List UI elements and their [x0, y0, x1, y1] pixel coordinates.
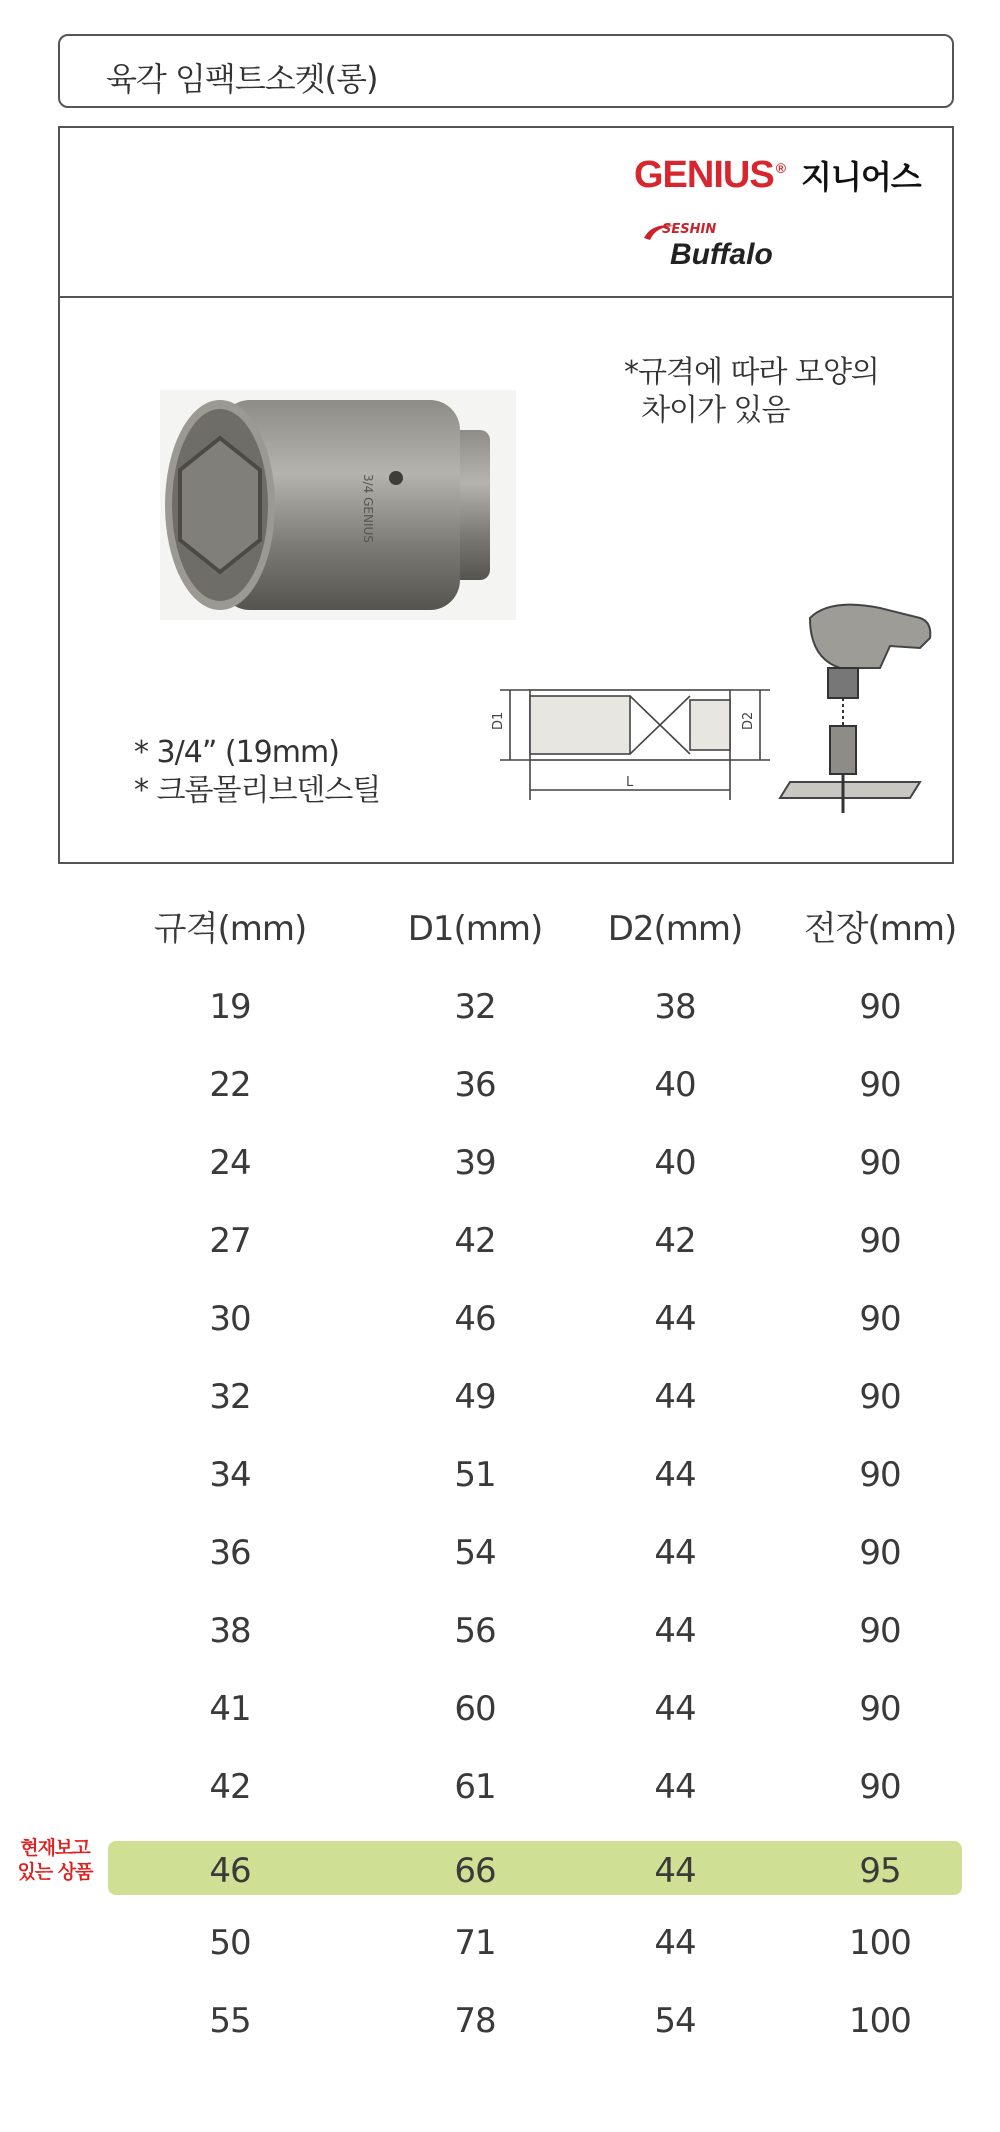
cell-d2: 54 — [654, 2001, 696, 2041]
cell-length: 90 — [859, 1299, 901, 1339]
cell-d1: 78 — [454, 2001, 496, 2041]
cell-size: 24 — [209, 1143, 251, 1183]
genius-logo: GENIUS ® — [634, 153, 786, 196]
cell-size: 22 — [209, 1065, 251, 1105]
table-row — [100, 1514, 960, 1592]
cell-size: 55 — [209, 2001, 251, 2041]
d1-label: D1 — [491, 711, 506, 730]
cell-d1: 42 — [454, 1221, 496, 1261]
cell-d2: 44 — [654, 1455, 696, 1495]
genius-brand — [634, 152, 921, 198]
cell-d1: 51 — [454, 1455, 496, 1495]
buffalo-logo-text: Buffalo — [670, 238, 773, 271]
product-info-panel — [58, 126, 954, 864]
cell-length: 90 — [859, 1377, 901, 1417]
cell-d1: 71 — [454, 1923, 496, 1963]
cell-size: 38 — [209, 1611, 251, 1651]
cell-length: 100 — [849, 1923, 911, 1963]
cell-size: 30 — [209, 1299, 251, 1339]
cell-size: 41 — [209, 1689, 251, 1729]
cell-length: 95 — [859, 1851, 901, 1891]
cell-size: 27 — [209, 1221, 251, 1261]
cell-d1: 32 — [454, 987, 496, 1027]
table-row — [100, 1046, 960, 1124]
cell-length: 90 — [859, 1533, 901, 1573]
d2-label: D2 — [741, 711, 756, 730]
seshin-buffalo-logo — [634, 216, 834, 286]
header-d1: D1(mm) — [407, 909, 543, 949]
table-row — [100, 1358, 960, 1436]
cell-size: 50 — [209, 1923, 251, 1963]
cell-size: 34 — [209, 1455, 251, 1495]
table-row — [100, 1982, 960, 2060]
cell-d2: 42 — [654, 1221, 696, 1261]
cell-d1: 49 — [454, 1377, 496, 1417]
cell-length: 90 — [859, 1611, 901, 1651]
genius-korean-name: 지니어스 — [801, 158, 921, 196]
cell-d2: 38 — [654, 987, 696, 1027]
cell-size: 19 — [209, 987, 251, 1027]
cell-size: 42 — [209, 1767, 251, 1807]
seshin-logo-text: SESHIN — [662, 222, 717, 237]
cell-d2: 44 — [654, 1923, 696, 1963]
cell-d2: 44 — [654, 1299, 696, 1339]
header-length: 전장(mm) — [803, 909, 957, 949]
l-label: L — [626, 775, 634, 790]
table-row — [100, 1592, 960, 1670]
cell-size: 32 — [209, 1377, 251, 1417]
cell-length: 90 — [859, 1767, 901, 1807]
cell-length: 90 — [859, 1455, 901, 1495]
cell-d2: 44 — [654, 1533, 696, 1573]
cell-length: 100 — [849, 2001, 911, 2041]
cell-d2: 44 — [654, 1689, 696, 1729]
cell-d2: 44 — [654, 1767, 696, 1807]
table-row — [100, 1280, 960, 1358]
cell-length: 90 — [859, 987, 901, 1027]
cell-d1: 56 — [454, 1611, 496, 1651]
cell-d1: 36 — [454, 1065, 496, 1105]
table-row — [100, 1748, 960, 1826]
cell-length: 90 — [859, 1065, 901, 1105]
spec-notes — [134, 734, 380, 810]
size-spec: * 3/4” (19mm) — [134, 735, 339, 770]
cell-d1: 66 — [454, 1851, 496, 1891]
cell-d2: 44 — [654, 1851, 696, 1891]
table-row — [100, 1670, 960, 1748]
shape-variation-note: *규격에 따라 모양의 차이가 있음 — [624, 355, 879, 428]
cell-d2: 44 — [654, 1611, 696, 1651]
cell-d1: 39 — [454, 1143, 496, 1183]
cell-d1: 54 — [454, 1533, 496, 1573]
header-d2: D2(mm) — [607, 909, 743, 949]
cell-length: 90 — [859, 1689, 901, 1729]
table-row — [100, 1436, 960, 1514]
cell-size: 36 — [209, 1533, 251, 1573]
current-product-label: 현재보고 있는 상품 — [17, 1837, 93, 1883]
cell-d2: 40 — [654, 1143, 696, 1183]
table-row — [100, 968, 960, 1046]
material-spec: * 크롬몰리브덴스틸 — [134, 773, 381, 808]
cell-d1: 46 — [454, 1299, 496, 1339]
socket-dimension-diagram — [490, 660, 790, 820]
table-row — [100, 1904, 960, 1982]
cell-d2: 40 — [654, 1065, 696, 1105]
svg-text:3/4 GENIUS: 3/4 GENIUS — [361, 474, 375, 543]
cell-d1: 61 — [454, 1767, 496, 1807]
cell-d2: 44 — [654, 1377, 696, 1417]
table-row — [100, 1202, 960, 1280]
cell-d1: 60 — [454, 1689, 496, 1729]
table-row-current — [100, 1826, 960, 1904]
cell-size: 46 — [209, 1851, 251, 1891]
header-size: 규격(mm) — [153, 909, 307, 949]
table-header-row — [100, 890, 960, 968]
page-title: 육각 임팩트소켓(롱) — [106, 60, 378, 98]
cell-length: 90 — [859, 1221, 901, 1261]
impact-wrench-illustration — [770, 598, 940, 823]
section-divider — [60, 296, 952, 298]
socket-product-image — [160, 390, 516, 620]
table-row — [100, 1124, 960, 1202]
cell-length: 90 — [859, 1143, 901, 1183]
spec-table — [100, 890, 960, 2060]
product-title-box — [58, 34, 954, 108]
